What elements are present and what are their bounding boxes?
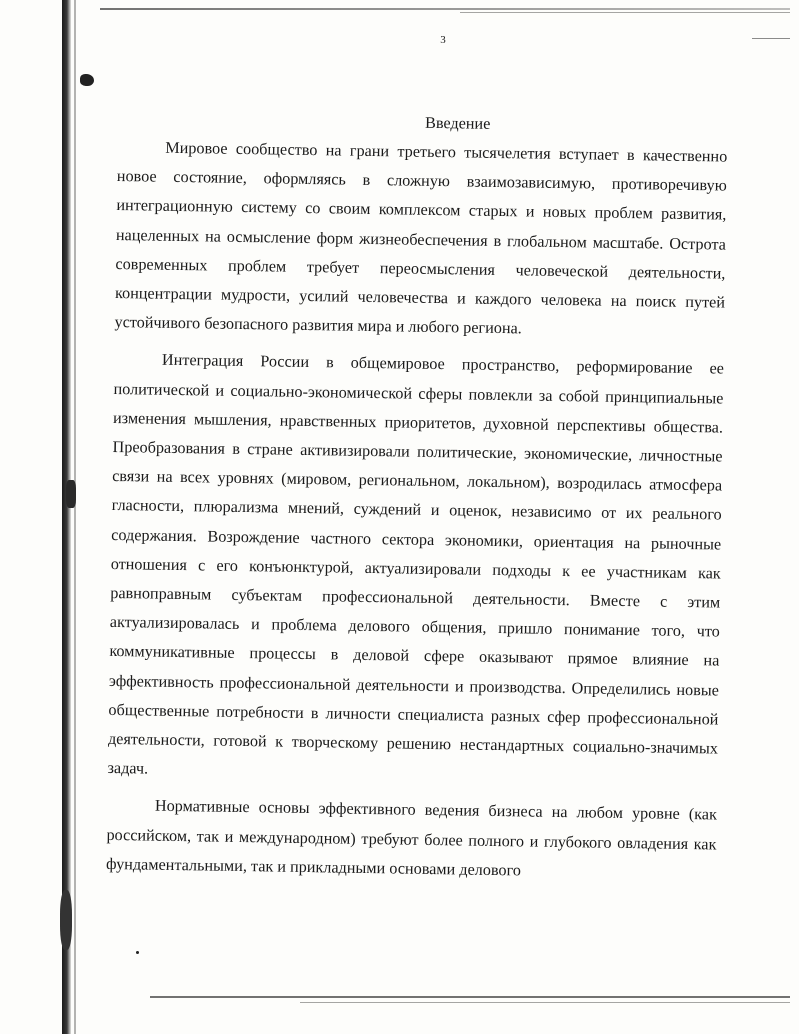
- scan-edge-shadow: [62, 0, 71, 1034]
- ink-blot: [80, 74, 94, 86]
- scan-bottom-edge: [150, 996, 790, 998]
- ink-blot: [66, 480, 76, 508]
- paragraph: Мировое сообщество на грани третьего тысячелетия вступает в качественно новое состояние, оформляясь в сложную взаимозависимую, противоречивую интеграционную систему со своим комплексом старых и новых проблем развития, нацеленных на осмысление форм жизнеобеспечения в глобальном масштабе. Острота современных проблем требует переосмысления человеческой деятельности, концентрации мудрости, усилий человечества и каждого человека на поиск путей устойчивого безопасного развития мира и любого региона.: [114, 138, 728, 338]
- ink-blot: [60, 890, 72, 950]
- page-number: 3: [440, 34, 446, 46]
- scan-speck: [136, 951, 139, 954]
- scan-mark: [752, 38, 790, 39]
- paragraph: Нормативные основы эффективного ведения бизнеса на любом уровне (как российском, так и международном) требуют более полного и глубокого овладения как фундаментальными, так и прикладными основами делового: [105, 797, 718, 880]
- scan-top-edge: [100, 8, 790, 10]
- document-body: [106, 104, 728, 889]
- scan-edge-line: [74, 0, 76, 1034]
- paragraph: Интеграция России в общемировое пространство, реформирование ее политической и социально-экономической сферы повлекли за собой принципиальные изменения мышления, нравственных приоритетов, духовной перспективы общества. Преобразования в стране активизировали политические, экономические, личностные связи на всех уровнях (мировом, региональном, локальном), возродилась атмосфера гласности, плюрализма мнений, суждений и оценок, независимо от их реального содержания. Возрождение частного сектора экономики, ориентация на рыночные отношения с его конъюнктурой, актуализировали подходы к ее участникам как равноправным субъектам профессиональной деятельности. Вместе с этим актуализировалась и проблема делового общения, пришло понимание того, что коммуникативные процессы в деловой сфере оказывают прямое влияние на эффективность профессиональной деятельности и производства. Определились новые общественные потребности в личности специалиста разных сфер профессиональной деятельности, готовой к творческому решению нестандартных социально-значимых задач.: [107, 351, 725, 778]
- scan-top-edge: [460, 12, 790, 13]
- scan-bottom-edge: [300, 1002, 790, 1003]
- section-heading: Введение: [424, 113, 491, 133]
